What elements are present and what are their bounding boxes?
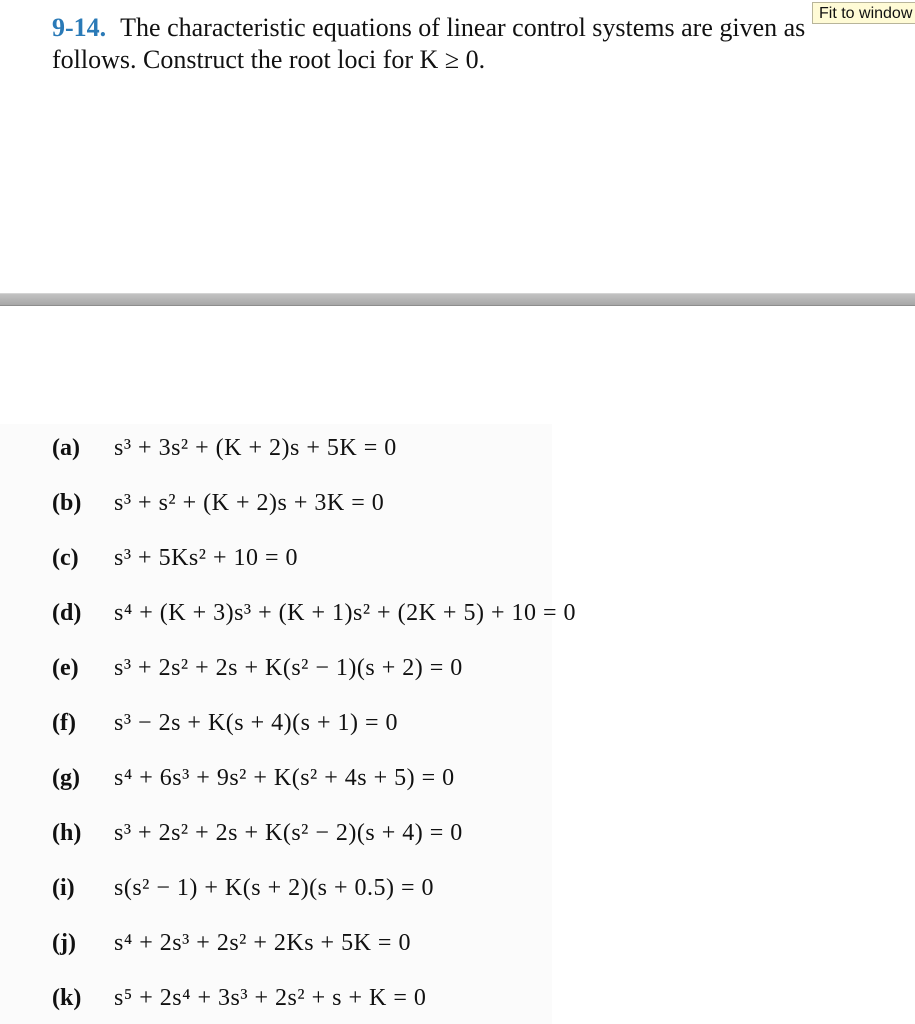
equation-row: [52, 428, 397, 468]
problem-number: 9-14.: [52, 13, 107, 42]
equation-row: [52, 703, 398, 743]
equation-text: s³ + 2s² + 2s + K(s² − 2)(s + 4) = 0: [114, 819, 463, 846]
equation-label: (h): [52, 819, 82, 846]
equation-text: s⁴ + 6s³ + 9s² + K(s² + 4s + 5) = 0: [114, 764, 455, 791]
equation-label: (e): [52, 654, 79, 681]
equation-row: [52, 538, 298, 578]
equation-text: s³ + 3s² + (K + 2)s + 5K = 0: [114, 434, 397, 461]
problem-text-line2: follows. Construct the root loci for K ≥ 0.: [52, 45, 486, 74]
equation-label: (c): [52, 544, 79, 571]
equation-row: [52, 978, 426, 1018]
equation-row: [52, 813, 463, 853]
equation-label: (d): [52, 599, 82, 626]
equation-row: [52, 593, 576, 633]
equation-label: (b): [52, 489, 82, 516]
equation-row: [52, 868, 434, 908]
equation-row: [52, 648, 463, 688]
equation-text: s⁵ + 2s⁴ + 3s³ + 2s² + s + K = 0: [114, 984, 427, 1011]
equation-text: s³ − 2s + K(s + 4)(s + 1) = 0: [114, 709, 399, 736]
page-divider: [0, 293, 915, 306]
equation-text: s(s² − 1) + K(s + 2)(s + 0.5) = 0: [114, 874, 435, 901]
problem-text-line1: The characteristic equations of linear control systems are given as: [120, 13, 806, 42]
equation-row: [52, 483, 384, 523]
equation-row: [52, 923, 411, 963]
equation-label: (a): [52, 434, 80, 461]
fit-to-window-button[interactable]: Fit to window: [812, 2, 915, 24]
equation-label: (j): [52, 929, 76, 956]
equation-text: s³ + s² + (K + 2)s + 3K = 0: [114, 489, 385, 516]
equation-label: (i): [52, 874, 75, 901]
equation-label: (k): [52, 984, 82, 1011]
equation-text: s³ + 2s² + 2s + K(s² − 1)(s + 2) = 0: [114, 654, 463, 681]
equation-text: s⁴ + (K + 3)s³ + (K + 1)s² + (2K + 5) + 10 = 0: [114, 599, 577, 626]
equation-text: s⁴ + 2s³ + 2s² + 2Ks + 5K = 0: [114, 929, 411, 956]
equation-label: (g): [52, 764, 80, 791]
equation-text: s³ + 5Ks² + 10 = 0: [114, 544, 299, 571]
problem-statement: [52, 12, 842, 76]
equation-label: (f): [52, 709, 76, 736]
equation-row: [52, 758, 455, 798]
